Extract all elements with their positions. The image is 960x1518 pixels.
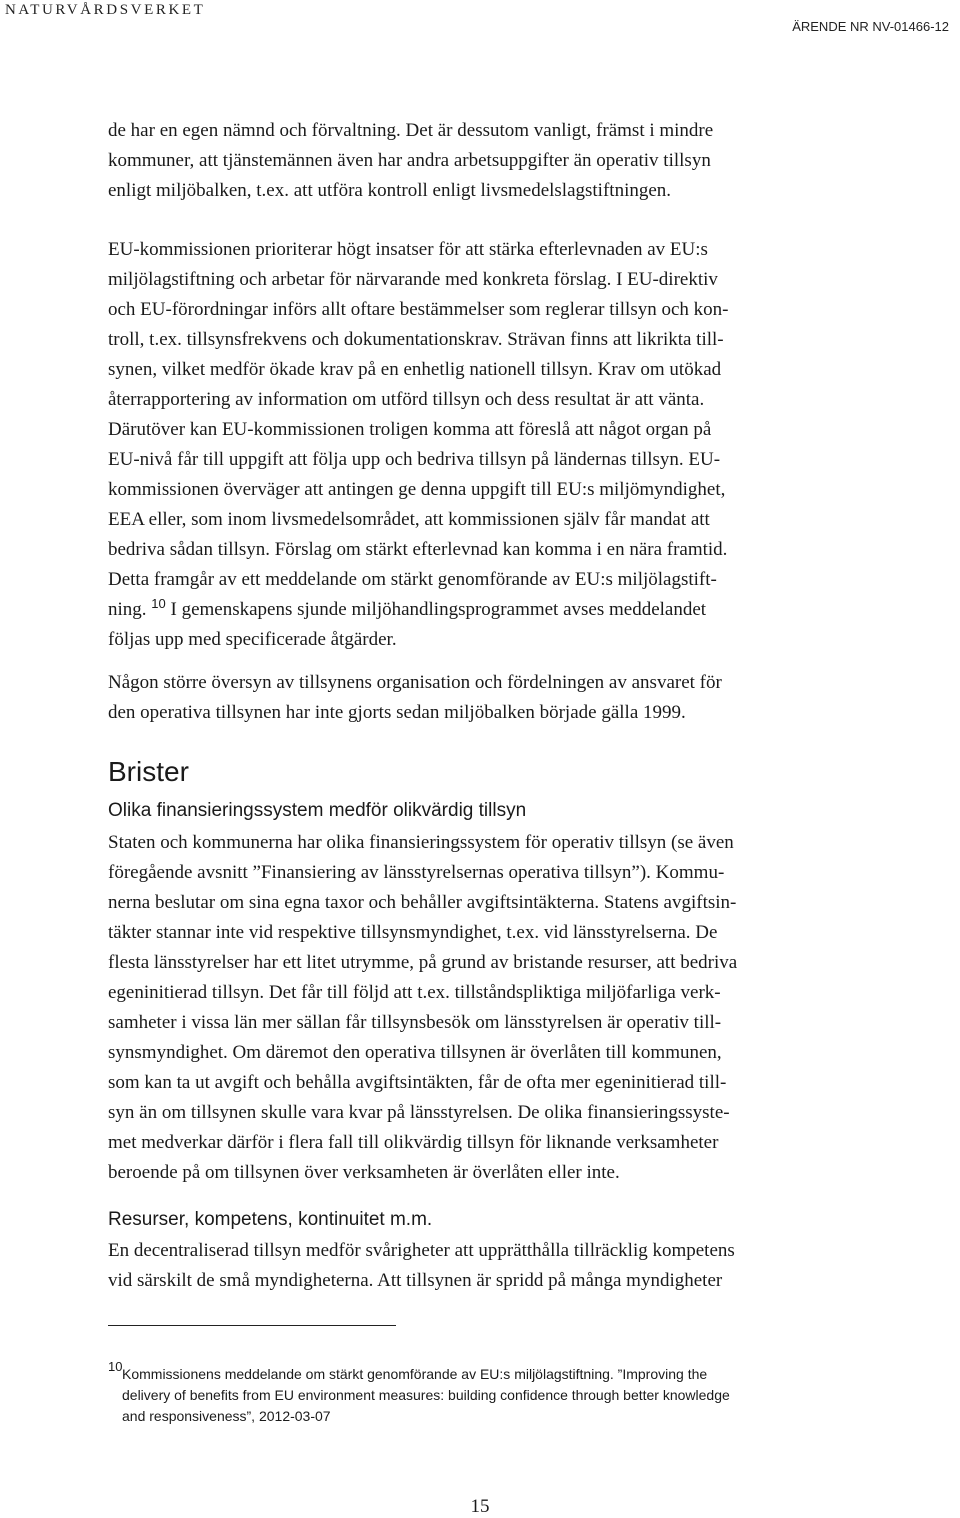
text-line: de har en egen nämnd och förvaltning. Det är dessutom vanligt, främst i mindre — [108, 120, 714, 141]
text-line: flesta länsstyrelser har ett litet utrymme, på grund av bristande resurser, att bedriva — [108, 952, 738, 973]
text-line: täkter stannar inte vid respektive tillsynsmyndighet, t.ex. vid länsstyrelserna. De — [108, 922, 718, 943]
text-fragment: ning. — [108, 599, 152, 620]
case-number: ÄRENDE NR NV-01466-12 — [792, 19, 949, 34]
paragraph-eu-commission — [108, 235, 838, 655]
footnote-number: 10 — [108, 1359, 123, 1374]
text-line: bedriva sådan tillsyn. Förslag om stärkt efterlevnad kan komma i en nära framtid. — [108, 539, 728, 560]
subsection-heading-resources: Resurser, kompetens, kontinuitet m.m. — [108, 1209, 433, 1230]
footnote-line: delivery of benefits from EU environment measures: building confidence through better knowledge — [122, 1387, 730, 1403]
footnote-reference[interactable]: 10 — [151, 596, 166, 611]
subsection-heading-financing: Olika finansieringssystem medför olikvärdig tillsyn — [108, 800, 527, 821]
text-line: och EU-förordningar införs allt oftare bestämmelser som reglerar tillsyn och kon- — [108, 299, 729, 320]
text-line: EU-nivå får till uppgift att följa upp och bedriva tillsyn på ländernas tillsyn. EU- — [108, 449, 721, 470]
text-line: följas upp med specificerade åtgärder. — [108, 629, 397, 650]
paragraph-no-review — [108, 668, 838, 728]
text-line: egeninitierad tillsyn. Det får till följd att t.ex. tillståndspliktiga miljöfarliga verk- — [108, 982, 721, 1003]
text-line: met medverkar därför i flera fall till olikvärdig tillsyn för liknande verksamheter — [108, 1132, 719, 1153]
text-line: miljölagstiftning och arbetar för närvarande med konkreta förslag. I EU-direktiv — [108, 269, 718, 290]
organization-name: NATURVÅRDSVERKET — [5, 2, 206, 18]
text-line: återrapportering av information om utförd tillsyn och dess resultat är att vänta. — [108, 389, 705, 410]
text-line: synen, vilket medför ökade krav på en enhetlig nationell tillsyn. Krav om utökad — [108, 359, 722, 380]
text-line: nerna beslutar om sina egna taxor och behåller avgiftsintäkterna. Statens avgiftsin- — [108, 892, 737, 913]
text-line: Någon större översyn av tillsynens organisation och fördelningen av ansvaret för — [108, 672, 722, 693]
text-line: samheter i vissa län mer sällan får tillsynsbesök om länsstyrelsen är operativ till- — [108, 1012, 722, 1033]
text-line: enligt miljöbalken, t.ex. att utföra kontroll enligt livsmedelslagstiftningen. — [108, 180, 672, 201]
text-line: kommissionen överväger att antingen ge denna uppgift till EU:s miljömyndighet, — [108, 479, 726, 500]
text-line: Därutöver kan EU-kommissionen troligen komma att föreslå att något organ på — [108, 419, 712, 440]
text-line: Staten och kommunerna har olika finansieringssystem för operativ tillsyn (se även — [108, 832, 734, 853]
text-line: beroende på om tillsynen över verksamheten är överlåten eller inte. — [108, 1162, 620, 1183]
paragraph-financing — [108, 828, 838, 1188]
text-line: som kan ta ut avgift och behålla avgiftsintäkten, får de ofta mer egeninitierad till- — [108, 1072, 727, 1093]
text-line-with-footnote-ref — [108, 595, 838, 625]
text-line: föregående avsnitt ”Finansiering av länsstyrelsernas operativa tillsyn”). Kommu- — [108, 862, 725, 883]
text-line: Detta framgår av ett meddelande om stärkt genomförande av EU:s miljölagstift- — [108, 569, 717, 590]
text-line: troll, t.ex. tillsynsfrekvens och dokumentationskrav. Strävan finns att likrikta till- — [108, 329, 724, 350]
text-line: syn än om tillsynen skulle vara kvar på länsstyrelsen. De olika finansieringssyste- — [108, 1102, 730, 1123]
paragraph-municipal-staff — [108, 116, 838, 206]
footnote-line: and responsiveness”, 2012-03-07 — [122, 1408, 331, 1424]
footnote-line: Kommissionens meddelande om stärkt genomförande av EU:s miljölagstiftning. ”Improving the — [122, 1366, 708, 1382]
text-line: En decentraliserad tillsyn medför svårigheter att upprätthålla tillräcklig kompetens — [108, 1240, 735, 1261]
text-fragment: I gemenskapens sjunde miljöhandlingsprogrammet avses meddelandet — [165, 599, 707, 620]
text-line: vid särskilt de små myndigheterna. Att tillsynen är spridd på många myndigheter — [108, 1270, 723, 1291]
section-heading: Brister — [108, 756, 189, 787]
text-line: kommuner, att tjänstemännen även har andra arbetsuppgifter än operativ tillsyn — [108, 150, 711, 171]
footnote-separator — [108, 1325, 396, 1326]
footnote — [108, 1356, 848, 1427]
text-line: EU-kommissionen prioriterar högt insatser för att stärka efterlevnaden av EU:s — [108, 239, 708, 260]
text-line: den operativa tillsynen har inte gjorts sedan miljöbalken började gälla 1999. — [108, 702, 686, 723]
text-line: EEA eller, som inom livsmedelsområdet, att kommissionen själv får mandat att — [108, 509, 710, 530]
page-number: 15 — [470, 1496, 490, 1517]
text-line: synsmyndighet. Om däremot den operativa tillsynen är överlåten till kommunen, — [108, 1042, 722, 1063]
paragraph-resources — [108, 1236, 838, 1296]
